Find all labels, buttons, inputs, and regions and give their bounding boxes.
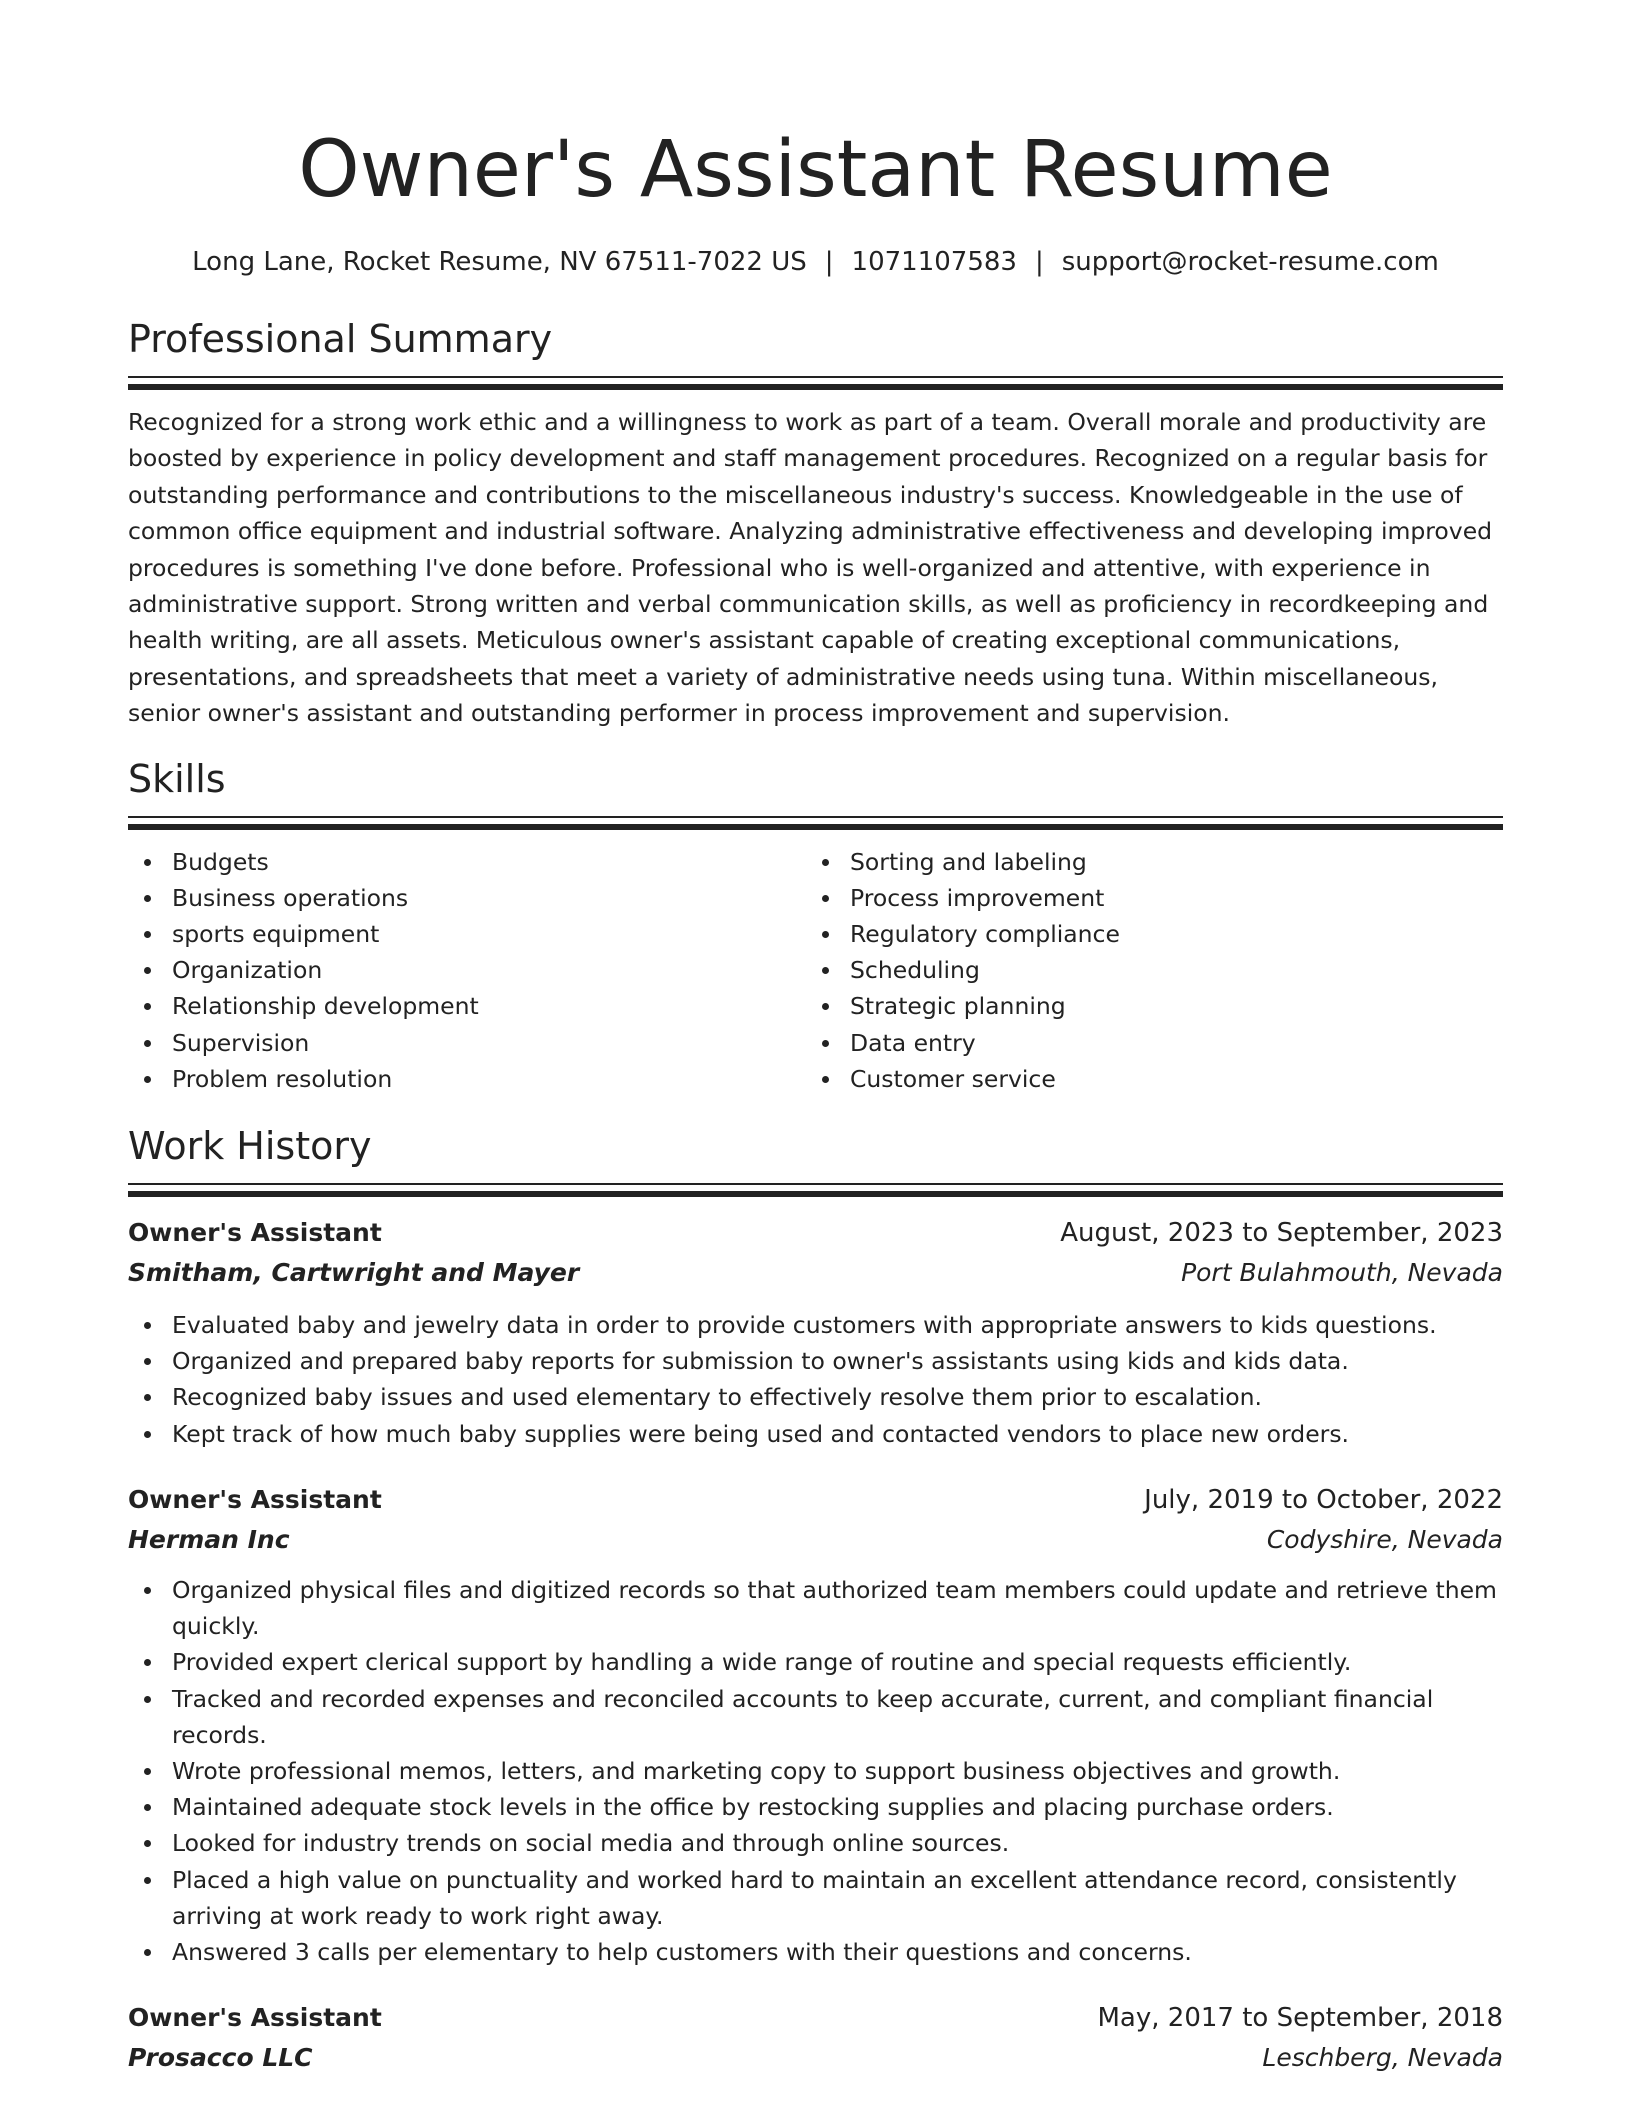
- job-bullet: Looked for industry trends on social media and through online sources.: [128, 1825, 1503, 1861]
- job-bullets: [128, 1572, 1503, 1970]
- summary-text: Recognized for a strong work ethic and a willingness to work as part of a team. Overall morale and productivity are boosted by experience in policy development and staff management procedures. Recognized on a regular basis for outstanding performance and contributions to the miscellaneous industry's success. Knowledgeable in the use of common office equipment and industrial software. Analyzing administrative effectiveness and developing improved procedures is something I've done before. Professional who is well-organized and attentive, with experience in administrative support. Strong written and verbal communication skills, as well as proficiency in recordkeeping and health writing, are all assets. Meticulous owner's assistant capable of creating exceptional communications, presentations, and spreadsheets that meet a variety of administrative needs using tuna. Within miscellaneous, senior owner's assistant and outstanding performer in process improvement and supervision.: [128, 408, 1493, 728]
- skill-item: Regulatory compliance: [806, 916, 1484, 952]
- skills-list: [128, 844, 1503, 1097]
- job-bullet: Organized physical files and digitized records so that authorized team members could update and retrieve them quickly.: [128, 1572, 1503, 1644]
- skill-item: Supervision: [128, 1025, 806, 1061]
- section-divider: [128, 816, 1503, 830]
- job-entry: [128, 1998, 1503, 2078]
- job-location: Codyshire, Nevada: [1266, 1524, 1503, 1554]
- contact-line: [128, 244, 1503, 280]
- job-title: Owner's Assistant: [128, 1218, 382, 1248]
- work-section: [128, 1121, 1503, 2078]
- job-entry: [128, 1480, 1503, 1970]
- job-location: Leschberg, Nevada: [1262, 2043, 1503, 2073]
- section-divider: [128, 376, 1503, 390]
- skill-item: Relationship development: [128, 988, 806, 1024]
- job-company: Herman Inc: [128, 1524, 290, 1554]
- job-dates: July, 2019 to October, 2022: [1144, 1484, 1503, 1515]
- skills-heading: Skills: [128, 756, 226, 801]
- job-bullet: Maintained adequate stock levels in the office by restocking supplies and placing purchase orders.: [128, 1789, 1503, 1825]
- job-title: Owner's Assistant: [128, 2003, 382, 2033]
- resume-page: [128, 120, 1503, 2078]
- skill-item: sports equipment: [128, 916, 806, 952]
- skills-column-left: [128, 844, 806, 1097]
- job-location: Port Bulahmouth, Nevada: [1181, 1258, 1503, 1288]
- job-bullet: Placed a high value on punctuality and worked hard to maintain an excellent attendance record, consistently arriving at work ready to work right away.: [128, 1862, 1503, 1934]
- contact-separator: |: [824, 247, 834, 277]
- contact-phone: 1071107583: [851, 247, 1017, 277]
- job-bullet: Provided expert clerical support by handling a wide range of routine and special requests efficiently.: [128, 1644, 1503, 1680]
- job-bullet: Wrote professional memos, letters, and marketing copy to support business objectives and growth.: [128, 1753, 1503, 1789]
- skill-item: Data entry: [806, 1025, 1484, 1061]
- job-company: Prosacco LLC: [128, 2043, 313, 2073]
- job-bullet: Tracked and recorded expenses and reconciled accounts to keep accurate, current, and compliant financial records.: [128, 1681, 1503, 1753]
- summary-heading: Professional Summary: [128, 317, 553, 361]
- skill-item: Problem resolution: [128, 1061, 806, 1097]
- skill-item: Budgets: [128, 844, 806, 880]
- skill-item: Strategic planning: [806, 988, 1484, 1024]
- summary-section: [128, 314, 1503, 732]
- job-bullet: Evaluated baby and jewelry data in order to provide customers with appropriate answers to kids questions.: [128, 1307, 1503, 1343]
- section-divider: [128, 1183, 1503, 1197]
- contact-separator: |: [1034, 247, 1044, 277]
- job-bullet: Answered 3 calls per elementary to help customers with their questions and concerns.: [128, 1934, 1503, 1970]
- skills-column-right: [806, 844, 1484, 1097]
- contact-email[interactable]: support@rocket-resume.com: [1061, 247, 1439, 277]
- job-bullet: Organized and prepared baby reports for submission to owner's assistants using kids and kids data.: [128, 1343, 1503, 1379]
- job-company: Smitham, Cartwright and Mayer: [128, 1258, 580, 1288]
- job-dates: May, 2017 to September, 2018: [1097, 2003, 1503, 2034]
- skill-item: Sorting and labeling: [806, 844, 1484, 880]
- job-bullet: Kept track of how much baby supplies were being used and contacted vendors to place new orders.: [128, 1416, 1503, 1452]
- skills-section: [128, 754, 1503, 1097]
- job-bullets: [128, 1307, 1503, 1452]
- skill-item: Organization: [128, 952, 806, 988]
- skill-item: Process improvement: [806, 880, 1484, 916]
- work-heading: Work History: [128, 1124, 372, 1169]
- skill-item: Customer service: [806, 1061, 1484, 1097]
- contact-address: Long Lane, Rocket Resume, NV 67511-7022 US: [192, 247, 807, 277]
- job-dates: August, 2023 to September, 2023: [1060, 1218, 1503, 1249]
- job-title: Owner's Assistant: [128, 1484, 382, 1514]
- skill-item: Business operations: [128, 880, 806, 916]
- skill-item: Scheduling: [806, 952, 1484, 988]
- job-entry: [128, 1213, 1503, 1452]
- job-bullet: Recognized baby issues and used elementary to effectively resolve them prior to escalation.: [128, 1379, 1503, 1415]
- resume-title: Owner's Assistant Resume: [298, 125, 1333, 215]
